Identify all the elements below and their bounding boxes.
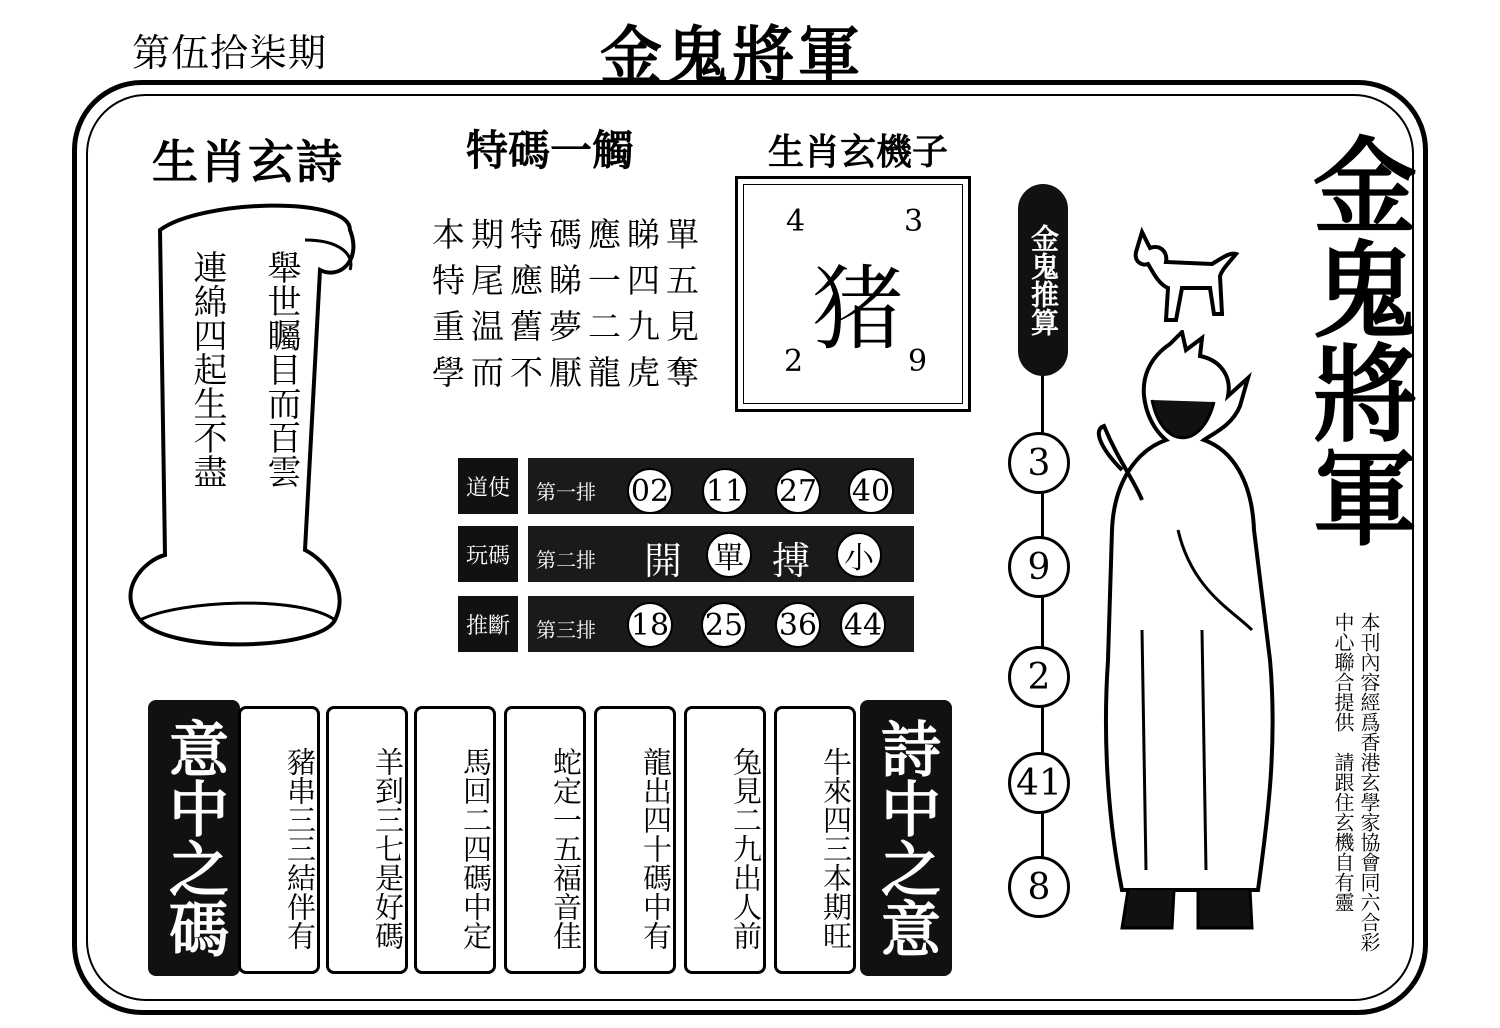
row-2-word: 搏 (772, 539, 811, 583)
row-2-ball: 小 (836, 532, 882, 578)
row-2-word: 開 (644, 539, 683, 583)
verse-panel: 兔見二九出人前 (684, 706, 766, 974)
riddle-bottom-left: 2 (784, 344, 804, 379)
riddle-top-left: 4 (786, 204, 806, 239)
row-1-ball: 02 (627, 468, 673, 514)
tema-title: 特碼一觸 (466, 126, 635, 175)
disclaimer-line: 中心聯合提供 請跟住玄機自有靈 (1331, 612, 1355, 912)
side-title: 金鬼將軍 (1295, 132, 1418, 548)
tema-line: 重温舊夢二九見 (432, 307, 705, 346)
row-1-ball: 40 (848, 468, 894, 514)
right-label: 詩中之意 (860, 700, 952, 976)
tema-line: 學而不厭龍虎奪 (432, 353, 705, 392)
calc-number: 3 (1008, 432, 1070, 494)
tema-line: 本期特碼應睇單 (432, 215, 705, 254)
row-3-ball: 36 (775, 602, 821, 648)
verse-panel: 馬回二四碼中定 (414, 706, 496, 974)
riddle-top-right: 3 (904, 204, 924, 239)
row-3-ball: 44 (840, 602, 886, 648)
row-2-label: 玩碼 (458, 526, 518, 582)
verse-panel: 羊到三七是好碼 (326, 706, 408, 974)
poem-line-2: 連綿四起生不盡 (187, 250, 227, 488)
row-2-tag: 第二排 (536, 548, 596, 572)
poem-title: 生肖玄詩 (152, 135, 344, 189)
disclaimer-line: 本刊內容經爲香港玄學家協會同六合彩 (1357, 612, 1381, 952)
general-illustration (1082, 330, 1282, 930)
calc-number: 2 (1008, 646, 1070, 708)
main-title: 金鬼將軍 (600, 19, 865, 92)
verse-panel: 龍出四十碼中有 (594, 706, 676, 974)
issue-number: 第伍拾柒期 (132, 31, 328, 75)
row-3-label: 推斷 (458, 596, 518, 652)
poem-body (170, 250, 318, 560)
dog-illustration (1122, 222, 1242, 332)
calc-number: 9 (1008, 536, 1070, 598)
row-3-ball: 18 (627, 602, 673, 648)
riddle-bottom-right: 9 (908, 344, 928, 379)
row-3-ball: 25 (701, 602, 747, 648)
calc-number: 8 (1008, 856, 1070, 918)
verse-panel: 豬串三三結伴有 (238, 706, 320, 974)
tema-line: 特尾應睇一四五 (432, 261, 705, 300)
calc-title-pill: 金鬼推算 (1018, 184, 1068, 376)
row-1-ball: 27 (775, 468, 821, 514)
row-1-label: 道使 (458, 458, 518, 514)
left-label: 意中之碼 (148, 700, 240, 976)
riddle-title: 生肖玄機子 (768, 131, 949, 173)
row-1-tag: 第一排 (536, 480, 596, 504)
riddle-character: 猪 (812, 256, 905, 363)
row-1-ball: 11 (702, 468, 748, 514)
calc-number: 41 (1008, 752, 1070, 814)
row-3-tag: 第三排 (536, 618, 596, 642)
disclaimer (1330, 612, 1382, 992)
verse-panel: 蛇定一五福音佳 (504, 706, 586, 974)
verse-panel: 牛來四三本期旺 (774, 706, 856, 974)
poem-line-1: 舉世矚目而百雲 (261, 250, 301, 488)
row-2-ball: 單 (706, 532, 752, 578)
tema-lines (432, 212, 705, 396)
